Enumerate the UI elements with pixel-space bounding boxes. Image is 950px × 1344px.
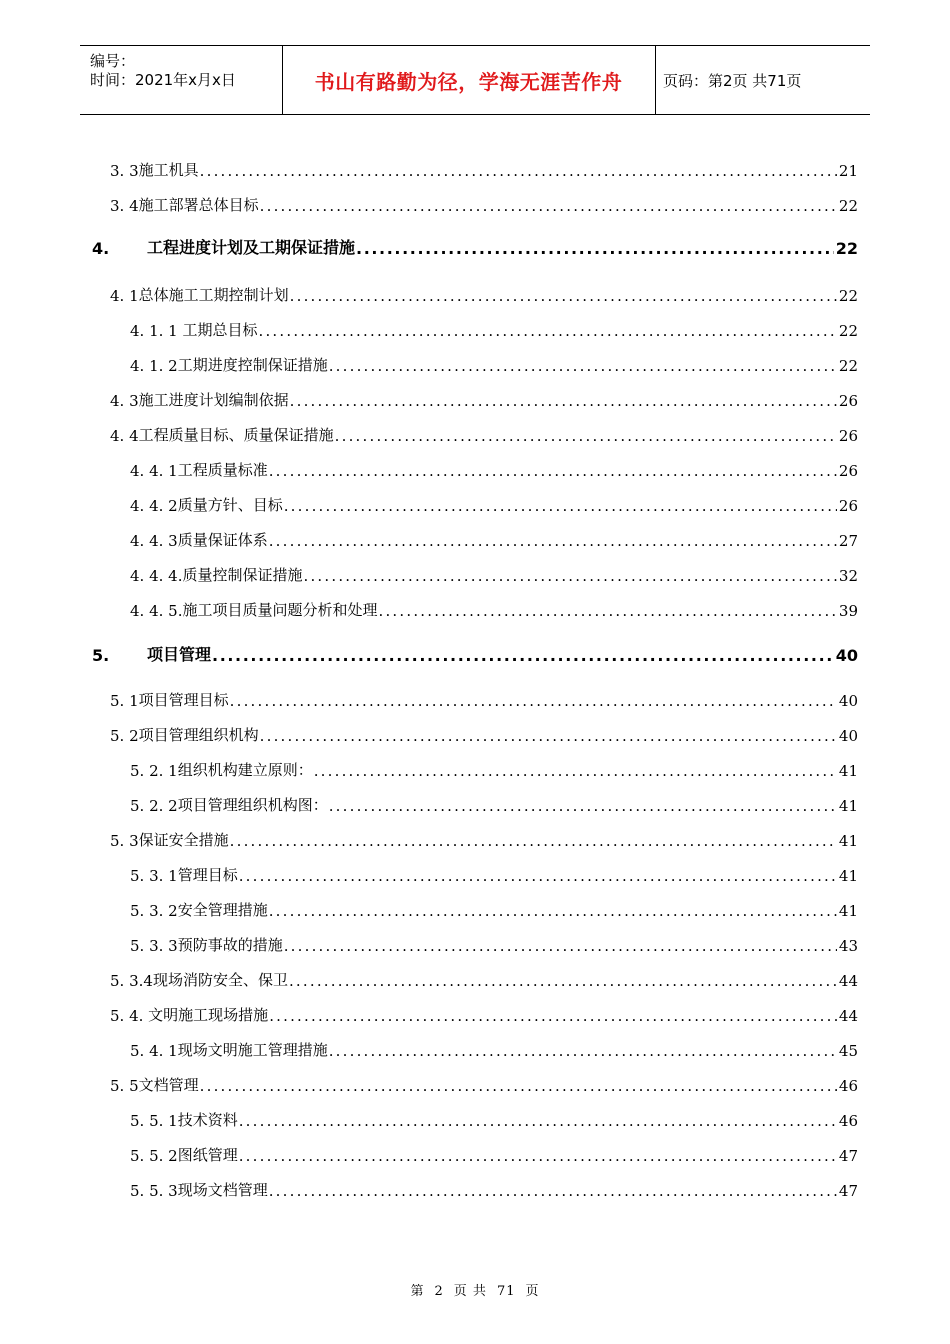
toc-entry-page: 22 [838,322,858,340]
toc-entry[interactable] [130,493,858,515]
toc-leader-dots [230,832,837,850]
toc-entry-page: 47 [838,1147,858,1165]
toc-entry-title: 质量保证体系 [177,531,268,549]
toc-leader-dots [269,1007,837,1025]
toc-entry-number: 5. 5. 1 [130,1112,178,1130]
toc-entry[interactable] [130,793,858,815]
toc-leader-dots [269,462,837,480]
page-footer [0,1280,950,1299]
toc-leader-dots [335,427,837,445]
toc-entry-number: 4. 4. 3 [130,532,178,550]
toc-entry-number: 4. 4. 2 [130,497,178,515]
toc-entry-number: 4. 4 [110,427,139,445]
toc-entry-page: 44 [838,972,858,990]
toc-entry-page: 26 [838,462,858,480]
toc-entry[interactable] [110,388,858,410]
toc-entry[interactable] [130,1108,858,1130]
toc-entry-number: 4. 3 [110,392,139,410]
toc-entry[interactable] [130,598,858,620]
toc-entry[interactable] [130,528,858,550]
toc-entry-title: 工程质量目标、质量保证措施 [138,426,334,444]
toc-entry-number: 5. 1 [110,692,139,710]
toc-entry-page: 26 [838,427,858,445]
header-meta [90,52,236,90]
toc-leader-dots [239,867,837,885]
toc-entry-title: 图纸管理 [177,1146,238,1164]
toc-entry-title: 总体施工工期控制计划 [138,286,289,304]
toc-entry[interactable] [110,723,858,745]
toc-entry-number: 4. 4. 4. [130,567,183,585]
toc-entry[interactable] [130,933,858,955]
toc-entry-title: 保证安全措施 [138,831,229,849]
footer-middle: 页 共 [453,1284,487,1299]
toc-entry-page: 21 [838,162,858,180]
toc-leader-dots [304,567,837,585]
toc-entry[interactable] [130,458,858,480]
toc-leader-dots [356,240,834,258]
header-motto: 书山有路勤为径，学海无涯苦作舟 [314,69,623,94]
toc-entry-number: 5. 2. 1 [130,762,178,780]
toc-leader-dots [269,1182,837,1200]
toc-entry-number: 5. 5 [110,1077,139,1095]
toc-entry-title: 质量控制保证措施 [182,566,303,584]
toc-entry-number: 5. 2. 2 [130,797,178,815]
toc-leader-dots [314,762,837,780]
footer-page-number: 2 [434,1284,444,1299]
toc-entry-page: 22 [838,287,858,305]
footer-suffix: 页 [525,1284,540,1299]
toc-entry[interactable] [130,758,858,780]
toc-entry-page: 40 [838,692,858,710]
toc-entry-title: 施工部署总体目标 [138,196,259,214]
toc-entry[interactable] [92,643,858,665]
toc-entry-page: 46 [838,1077,858,1095]
toc-entry-page: 41 [838,832,858,850]
toc-entry-title: 技术资料 [177,1111,238,1129]
toc-entry-title: 施工项目质量问题分析和处理 [182,601,378,619]
toc-entry-page: 22 [835,239,858,258]
toc-leader-dots [260,727,837,745]
toc-entry-number: 5. 3. 3 [130,937,178,955]
document-number-label: 编号： [90,52,136,70]
header-page-info: 页码：第2页 共71页 [663,71,802,90]
toc-entry-number: 3. 3 [110,162,139,180]
toc-entry-title: 文档管理 [138,1076,199,1094]
toc-leader-dots [329,797,837,815]
toc-entry[interactable] [130,1143,858,1165]
toc-entry-page: 22 [838,197,858,215]
footer-prefix: 第 [410,1284,425,1299]
toc-entry-title: 文明施工现场措施 [143,1006,269,1024]
toc-entry-number: 5. 3. 1 [130,867,178,885]
toc-leader-dots [284,497,837,515]
toc-entry-page: 41 [838,762,858,780]
toc-entry-number: 5. 3. 2 [130,902,178,920]
toc-entry[interactable] [110,968,858,990]
toc-entry-number: 4. [92,239,110,258]
toc-entry-number: 5. 4. 1 [130,1042,178,1060]
toc-entry[interactable] [130,318,858,340]
toc-entry-number: 5. 5. 2 [130,1147,178,1165]
toc-entry[interactable] [130,863,858,885]
toc-leader-dots [269,902,837,920]
footer-total-pages: 71 [496,1284,516,1299]
toc-entry-title: 现场文档管理 [177,1181,268,1199]
toc-leader-dots [290,287,837,305]
toc-entry-page: 41 [838,867,858,885]
toc-entry[interactable] [130,898,858,920]
toc-entry[interactable] [130,353,858,375]
toc-entry-page: 40 [835,646,858,665]
toc-leader-dots [200,1077,837,1095]
toc-entry[interactable] [130,563,858,585]
toc-entry-title: 项目管理组织机构 [138,726,259,744]
toc-entry-number: 4. 4. 1 [130,462,178,480]
toc-leader-dots [239,1112,837,1130]
toc-entry[interactable] [130,1178,858,1200]
toc-entry-page: 32 [838,567,858,585]
toc-entry-page: 27 [838,532,858,550]
toc-entry-number: 5. 2 [110,727,139,745]
toc-entry-page: 22 [838,357,858,375]
toc-entry-page: 41 [838,797,858,815]
toc-entry[interactable] [110,688,858,710]
toc-entry-title: 项目管理 [147,645,212,664]
page-header [80,45,870,115]
toc-entry-title: 预防事故的措施 [177,936,283,954]
toc-entry-title: 现场文明施工管理措施 [177,1041,328,1059]
toc-entry-number: 4. 4. 5. [130,602,183,620]
toc-entry-title: 施工机具 [138,161,199,179]
toc-leader-dots [239,1147,837,1165]
toc-entry-title: 现场消防安全、保卫 [152,971,288,989]
toc-entry[interactable] [110,1073,858,1095]
toc-leader-dots [258,322,836,340]
toc-entry-title: 施工进度计划编制依据 [138,391,289,409]
toc-entry-title: 工程进度计划及工期保证措施 [147,238,356,257]
toc-entry-title: 工程质量标准 [177,461,268,479]
toc-entry-title: 工期进度控制保证措施 [177,356,328,374]
toc-entry[interactable] [110,423,858,445]
toc-entry-page: 26 [838,392,858,410]
toc-entry-number: 5. 3.4 [110,972,153,990]
toc-entry-page: 44 [838,1007,858,1025]
toc-entry-number: 4. 1. 1 [130,322,178,340]
toc-leader-dots [289,972,837,990]
toc-entry-number: 3. 4 [110,197,139,215]
toc-leader-dots [200,162,837,180]
toc-entry[interactable] [92,236,858,258]
toc-entry-title: 组织机构建立原则： [177,761,313,779]
toc-leader-dots [284,937,837,955]
toc-entry-page: 41 [838,902,858,920]
toc-entry[interactable] [110,193,858,215]
toc-leader-dots [290,392,837,410]
toc-entry[interactable] [110,283,858,305]
toc-leader-dots [260,197,837,215]
toc-entry-number: 5. 3 [110,832,139,850]
toc-leader-dots [379,602,837,620]
toc-leader-dots [212,647,834,665]
toc-entry-page: 45 [838,1042,858,1060]
toc-leader-dots [329,357,837,375]
toc-entry[interactable] [110,1003,858,1025]
toc-leader-dots [269,532,837,550]
toc-entry-page: 46 [838,1112,858,1130]
toc-entry-title: 管理目标 [177,866,238,884]
toc-leader-dots [230,692,837,710]
toc-entry-number: 4. 1. 2 [130,357,178,375]
toc-entry[interactable] [110,828,858,850]
toc-entry[interactable] [110,158,858,180]
toc-entry-number: 5. [92,646,110,665]
document-date: 时间：2021年x月x日 [90,71,236,89]
toc-entry-number: 4. 1 [110,287,139,305]
toc-entry-page: 40 [838,727,858,745]
toc-entry-title: 工期总目标 [177,321,258,339]
toc-entry-number: 5. 4. [110,1007,144,1025]
toc-leader-dots [329,1042,837,1060]
toc-entry-number: 5. 5. 3 [130,1182,178,1200]
toc-entry-page: 26 [838,497,858,515]
toc-entry-page: 43 [838,937,858,955]
toc-entry-title: 项目管理组织机构图： [177,796,328,814]
toc-entry-page: 39 [838,602,858,620]
toc-entry[interactable] [130,1038,858,1060]
toc-entry-title: 项目管理目标 [138,691,229,709]
header-divider [655,46,656,114]
toc-entry-title: 安全管理措施 [177,901,268,919]
toc-entry-page: 47 [838,1182,858,1200]
toc-entry-title: 质量方针、目标 [177,496,283,514]
